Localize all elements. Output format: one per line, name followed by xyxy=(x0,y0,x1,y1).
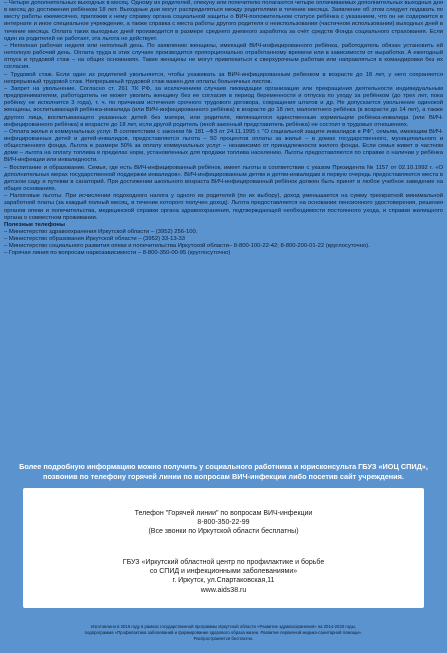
phones-heading: Полезные телефоны xyxy=(4,221,65,228)
hotline-block xyxy=(23,509,424,537)
benefit-paragraph: – Воспитание и образование. Семья, где есть ВИЧ-инфицированный ребёнок, имеет льготы в соответствии с указом Президента № 1157 от 02.10.1992 г. «О дополнительных мерах государственной поддержки инвалидов». ВИЧ-инфицированным детям и детям-инвалидам в первую очередь предоставляются места в детском саду и путевки в санаторий. При достижении школьного возраста ВИЧ-инфицированный ребёнок должен быть принят в любое учебное заведение на общих основаниях. xyxy=(4,164,443,193)
organization-block xyxy=(23,558,424,595)
benefits-text xyxy=(4,0,443,461)
hotline-title: Телефон "Горячей линии" по вопросам ВИЧ-инфекции xyxy=(134,510,313,517)
benefit-paragraph: – Оплата жилья и коммунальных услуг. В соответствии с законом № 181 –ФЗ от 24.11.1995 г. "О социальной защите инвалидов в РФ", семьям, имеющим ВИЧ-инфицированных детей и детей-инвалидов, предоставляется льгота – 50 процентов оплаты за жильё – в домах государственного, муниципального и общественного фонда. Льгота в размере 50% за оплату коммунальных услуг – независимо от принадлежности жилого фонда. Если семья живет в частном доме – льгота на оплату топлива в пределах норм, установленных для продажи топлива населению. Льготы предоставляются по справке о наличии у ребёнка ВИЧ-инфекции или инвалидности. xyxy=(4,128,443,164)
benefit-paragraph: – Трудовой стаж. Если один из родителей увольняется, чтобы ухаживать за ВИЧ-инфицированным ребенком в возрасте до 18 лет, у него сохраняется непрерывный трудовой стаж. Непрерывный трудовой стаж важен для оплаты больничных листов. xyxy=(4,71,443,85)
publication-footer xyxy=(10,624,437,643)
hotline-phone: 8-800-350-22-99 xyxy=(197,519,250,527)
benefit-paragraph: – Запрет на увольнение. Согласно ст. 261 ТК РФ, за исключением случаев ликвидации организации или прекращения деятельности индивидуальным предпринимателем, работодатель не может уволить женщину без ее согласия в период беременности и отпуска по уходу за ребёнком (до трех лет, пока ребёнку не исполнится 3 года), т. ч. по причинам истечения срочного трудового договора, сокращения штатов и др. Не допускается увольнение одинокой женщины, воспитывающей ребёнка-инвалида (или ВИЧ-инфицированного ребёнка) в возрасте до 18 лет, малолетнего ребёнка (в возрасте до 14 лет), а также другого лица, воспитывающего указанных детей без матери, или родителя, являющегося единственным кормильцем ребёнка-инвалида (или ВИЧ-инфицированного ребёнка) в возрасте до 18 лет, если другой родитель (иной законный представитель ребёнка) не состоит в трудовых отношениях. xyxy=(4,85,443,128)
phone-line: – Министерство образования Иркутской области – (3952) 33-13-33 xyxy=(4,236,186,243)
phone-line: – Министерство социального развития опеки и попечительства Иркутской области– 8-800-100-22-42; 8-800-200-01-22 (круглосуточно). xyxy=(4,243,370,250)
info-line: позвонив по телефону горячей линии по вопросам ВИЧ-инфекции либо посетив сайт учреждения. xyxy=(43,472,404,481)
org-website: www.aids38.ru xyxy=(200,586,247,594)
footer-line: Распространяется бесплатно. xyxy=(193,636,254,642)
benefit-paragraph: – Неполная рабочая неделя или неполный день. По заявлению женщины, имеющей ВИЧ-инфицированного ребёнка, работодатель обязан установить ей неполную рабочий день. Оплата труда в этих случаях производится пропорционально отработанному времени или в зависимости от выработки. А ежегодный отпуск и трудовой стаж – на общих основаниях. Такие женщины не могут привлекаться к сверхурочным работам или направляться в командировки без их согласия. xyxy=(4,42,443,71)
phone-line: – Министерство здравоохранения Иркутской области – (3952) 256-100. xyxy=(4,229,198,235)
benefit-paragraph: – Четыре дополнительных выходных в месяц. Одному из родителей, опекуну или попечителю полагаются четыре оплачиваемых дополнительных выходных дня в месяц до достижения ребёнком 18 лет. Выходные дни могут распределяться между родителями в течение месяца. Заявление об этом следует подавать по месту работы ежемесячно, приложив к нему справку органа социальной защиты о ВИЧ-положительном статусе ребёнка с указанием, что он не содержится в интернате и иное специальное учреждение, а также справка с места работы другого родителя о неиспользовании (частичном использовании) выходных дней в течение месяца. Оплата таких выходных дней производится в размере среднего дневного заработка за счёт средств Фонда социального страхования. Если один из родителей не работает, эта льгота не действует. xyxy=(4,0,443,42)
contact-card xyxy=(23,488,424,608)
benefit-paragraph: – Налоговые льготы. При исчислении подоходного налога у одного из родителей (по их выбору), доход уменьшается на сумму трехкратной минимальной заработной платы (за каждый полный месяц, в течение которого получен доход). Льгота предоставляется на основании пенсионного удостоверения, решения органов опеки и попечительства, медицинской справки органа здравоохранения, подтверждающей необходимости постоянного ухода, и справки жилищного органа о совместном проживании. xyxy=(4,193,443,221)
more-info-notice xyxy=(8,462,439,482)
org-address: г. Иркутск, ул.Спартаковская,11 xyxy=(172,577,275,585)
footer-line: подпрограмма «Профилактика заболеваний и формирование здорового образа жизни. Развитие первичной медико-санитарной помощи». xyxy=(84,630,363,636)
hotline-note: (Все звонки по Иркутской области бесплатны) xyxy=(148,528,299,536)
org-name-line: со СПИД и инфекционными заболеваниями» xyxy=(149,568,298,576)
footer-line: Изготовлено в 2016 году в рамках государственной программы Иркутской области «Развитие здравоохранения» на 2014-2020 годы, xyxy=(91,624,356,629)
phone-line: – Горячая линия по вопросам наркозависимости – 8-800-350-00-95 (круглосуточно) xyxy=(4,250,231,257)
info-line: Более подробную информацию можно получить у социального работника и юрисконсульта ГБУЗ «ИОЦ СПИД», xyxy=(19,462,428,471)
org-name-line: ГБУЗ «Иркутский областной центр по профилактике и борьбе xyxy=(122,559,325,566)
